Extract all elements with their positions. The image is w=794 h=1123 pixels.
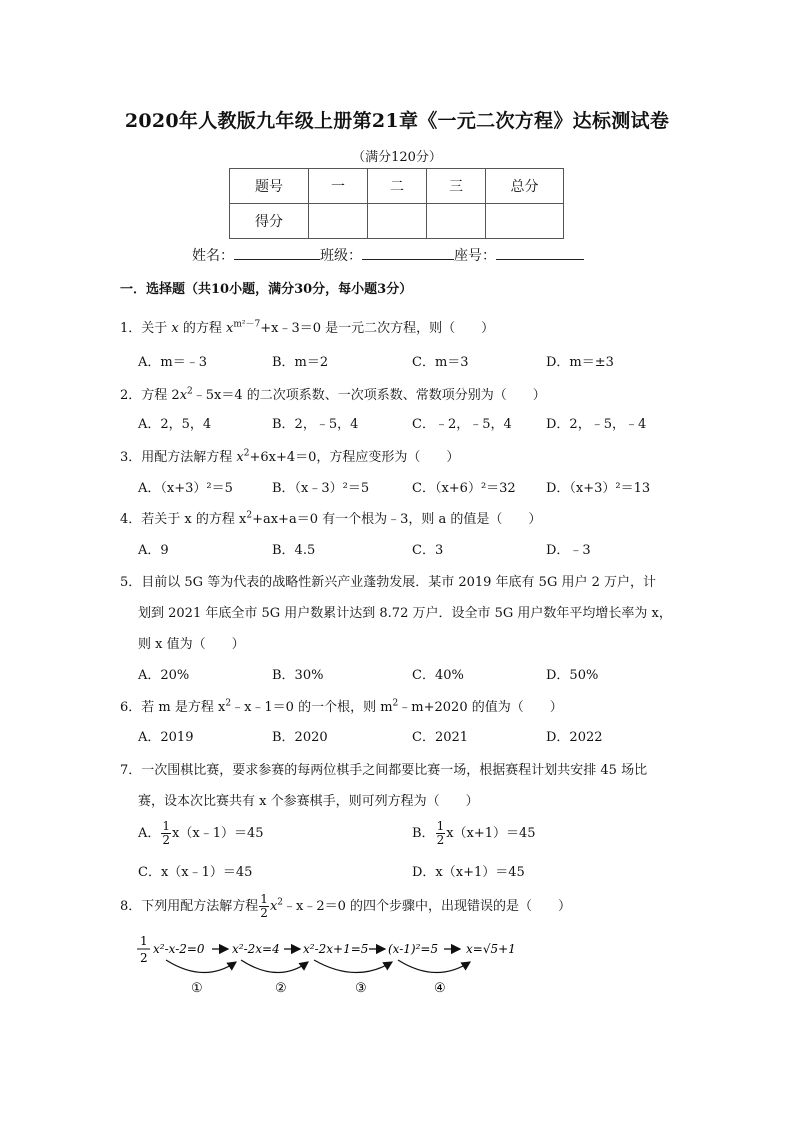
question-number: 6． [120,700,142,715]
q3-option-a[interactable]: A．（x+3）²＝5 [138,481,233,496]
student-info-line [192,245,584,265]
q4-text-a: 若关于 x 的方程 x [141,512,247,527]
q6-exponent-1: 2 [225,698,232,709]
q8-text-post: ﹣x﹣2＝0 的四个步骤中，出现错误的是（ ） [283,899,572,914]
question-number: 5． [120,575,142,590]
q4-text-b: +ax+a＝0 有一个根为﹣3，则 a 的值是（ ） [252,512,542,527]
q1-var: x [171,321,179,336]
q7-option-b[interactable] [412,820,536,847]
q8-exponent: 2 [277,897,284,908]
q1-option-c[interactable]: C．m＝3 [412,355,469,370]
q3-option-b[interactable]: B．（x﹣3）²＝5 [272,481,370,496]
q2-option-c[interactable]: C．﹣2，﹣5，4 [412,417,512,432]
q7-option-c[interactable]: C．x（x﹣1）＝45 [138,865,253,880]
score-cell-part1: 一 [309,169,368,204]
seat-field[interactable] [496,245,584,260]
diagram-fraction-denominator: 2 [140,951,148,965]
q8-step-diagram [136,934,536,1004]
q2-text-post: ﹣5x＝4 的二次项系数、一次项系数、常数项分别为（ ） [192,388,546,403]
fraction-numerator: 1 [436,819,445,833]
name-label: 姓名： [192,248,234,264]
q1-base: x [226,321,234,336]
q3-option-c[interactable]: C．（x+6）²＝32 [412,481,516,496]
q2-exponent: 2 [187,386,193,397]
score-input-part3[interactable] [427,204,486,239]
q2-option-d[interactable]: D．2，﹣5，﹣4 [546,417,647,432]
question-number: 8． [120,899,142,914]
seat-label: 座号： [454,248,496,264]
question-6 [120,696,563,715]
q7-option-b-label: B． [412,826,435,841]
fraction-denominator: 2 [260,906,268,920]
q7-option-a-label: A． [138,826,161,841]
score-input-total[interactable] [486,204,564,239]
q3-exponent: 2 [243,448,250,459]
q1-text-post: +x﹣3＝0 是一元二次方程，则（ ） [260,321,495,336]
fraction-denominator: 2 [436,833,445,847]
question-8 [120,893,571,920]
step-marker-1: ① [191,981,203,996]
q7-option-d[interactable]: D．x（x+1）＝45 [412,865,525,880]
question-5-line-2: 划到 2021 年底全市 5G 用户数累计达到 8.72 万户．设全市 5G 用户数年平均增长率为 x， [138,606,672,621]
q5-option-b[interactable]: B．30% [272,668,324,683]
question-number: 4． [120,512,142,527]
section-heading: 一．选择题（共10小题，满分30分，每小题3分） [120,282,413,297]
q5-option-d[interactable]: D．50% [546,668,599,683]
q8-var: x [269,899,278,914]
q6-text-b: ﹣x﹣1＝0 的一个根，则 m [231,700,393,715]
score-cell-part3: 三 [427,169,486,204]
q6-option-b[interactable]: B．2020 [272,730,328,745]
q5-option-a[interactable]: A．20% [138,668,190,683]
question-number: 2． [120,388,142,403]
question-number: 1． [120,321,142,336]
q5-option-c[interactable]: C．40% [412,668,464,683]
score-input-part2[interactable] [368,204,427,239]
q7-option-a-text: x（x﹣1）＝45 [172,826,264,841]
diagram-step-3: (x-1)²=5 [388,942,439,956]
q3-var: x [236,450,244,465]
q7-option-b-fraction [436,820,446,847]
q1-text-mid: 的方程 [178,321,227,336]
class-label: 班级： [320,248,362,264]
name-field[interactable] [234,245,320,260]
question-4 [120,508,541,527]
score-table-header-row [230,169,564,204]
diagram-step-4: x=√5+1 [466,942,516,956]
class-field[interactable] [362,245,454,260]
q8-fraction [259,893,269,920]
q4-option-d[interactable]: D．﹣3 [546,543,591,558]
q2-option-a[interactable]: A．2，5，4 [138,417,212,432]
q6-option-c[interactable]: C．2021 [412,730,469,745]
step-marker-4: ④ [434,981,446,996]
question-2 [120,384,546,403]
question-7-line-2: 赛，设本次比赛共有 x 个参赛棋手，则可列方程为（ ） [138,794,479,809]
curved-arrow-icon [241,960,308,973]
question-5-line-3: 则 x 值为（ ） [138,637,245,652]
step-marker-2: ② [275,981,287,996]
q2-option-b[interactable]: B．2，﹣5，4 [272,417,359,432]
q1-text-pre: 关于 [141,321,172,336]
question-number: 3． [120,450,142,465]
curved-arrow-icon [398,960,470,973]
diagram-step-0: x²-x-2=0 [153,942,205,956]
q1-option-a[interactable]: A．m＝﹣3 [138,355,207,370]
score-table [229,168,564,239]
q6-text-a: 若 m 是方程 x [141,700,226,715]
score-input-part1[interactable] [309,204,368,239]
q7-option-a[interactable] [138,820,264,847]
q7-option-b-text: x（x+1）＝45 [446,826,536,841]
question-number: 7． [120,763,142,778]
q3-text-post: +6x+4＝0，方程应变形为（ ） [249,450,460,465]
score-cell-part2: 二 [368,169,427,204]
score-cell-total: 总分 [486,169,564,204]
diagram-step-1: x²-2x=4 [232,942,280,956]
page-subtitle: （满分120分） [352,150,442,165]
fraction-numerator: 1 [162,819,171,833]
curved-arrow-icon [314,960,392,973]
q4-option-a[interactable]: A．9 [138,543,169,558]
q5-text-line1: 目前以 5G 等为代表的战略性新兴产业蓬勃发展．某市 2019 年底有 5G 用户 2 万户，计 [141,575,657,590]
q3-option-d[interactable]: D．（x+3）²＝13 [546,481,651,496]
step-marker-3: ③ [355,981,367,996]
fraction-denominator: 2 [162,833,171,847]
diagram-step-2: x²-2x+1=5 [303,942,369,956]
q1-exponent: m²－7 [233,319,261,330]
q4-option-c[interactable]: C．3 [412,543,444,558]
fraction-numerator: 1 [260,892,268,906]
q7-text-line1: 一次围棋比赛，要求参赛的每两位棋手之间都要比赛一场，根据赛程计划共安排 45 场比 [141,763,648,778]
question-1 [120,317,494,336]
q6-option-a[interactable]: A．2019 [138,730,194,745]
q3-text-pre: 用配方法解方程 [141,450,237,465]
q6-exponent-2: 2 [392,698,399,709]
q1-option-d[interactable]: D．m＝±3 [546,355,614,370]
page-title: 2020年人教版九年级上册第21章《一元二次方程》达标测试卷 [124,110,670,132]
curved-arrow-icon [166,960,236,973]
diagram-fraction-numerator: 1 [140,934,148,948]
q6-text-c: ﹣m+2020 的值为（ ） [398,700,563,715]
q7-option-a-fraction [161,820,171,847]
q1-option-b[interactable]: B．m＝2 [272,355,329,370]
question-3 [120,446,459,465]
score-cell-score-label: 得分 [230,204,309,239]
q2-var: x [179,388,188,403]
question-7-line-1 [120,759,647,778]
q6-option-d[interactable]: D．2022 [546,730,603,745]
q8-text-pre: 下列用配方法解方程 [141,899,259,914]
score-cell-label: 题号 [230,169,309,204]
question-5-line-1 [120,571,656,590]
q4-option-b[interactable]: B．4.5 [272,543,316,558]
q2-text-pre: 方程 2 [141,388,180,403]
q4-exponent: 2 [246,510,253,521]
score-table-score-row [230,204,564,239]
